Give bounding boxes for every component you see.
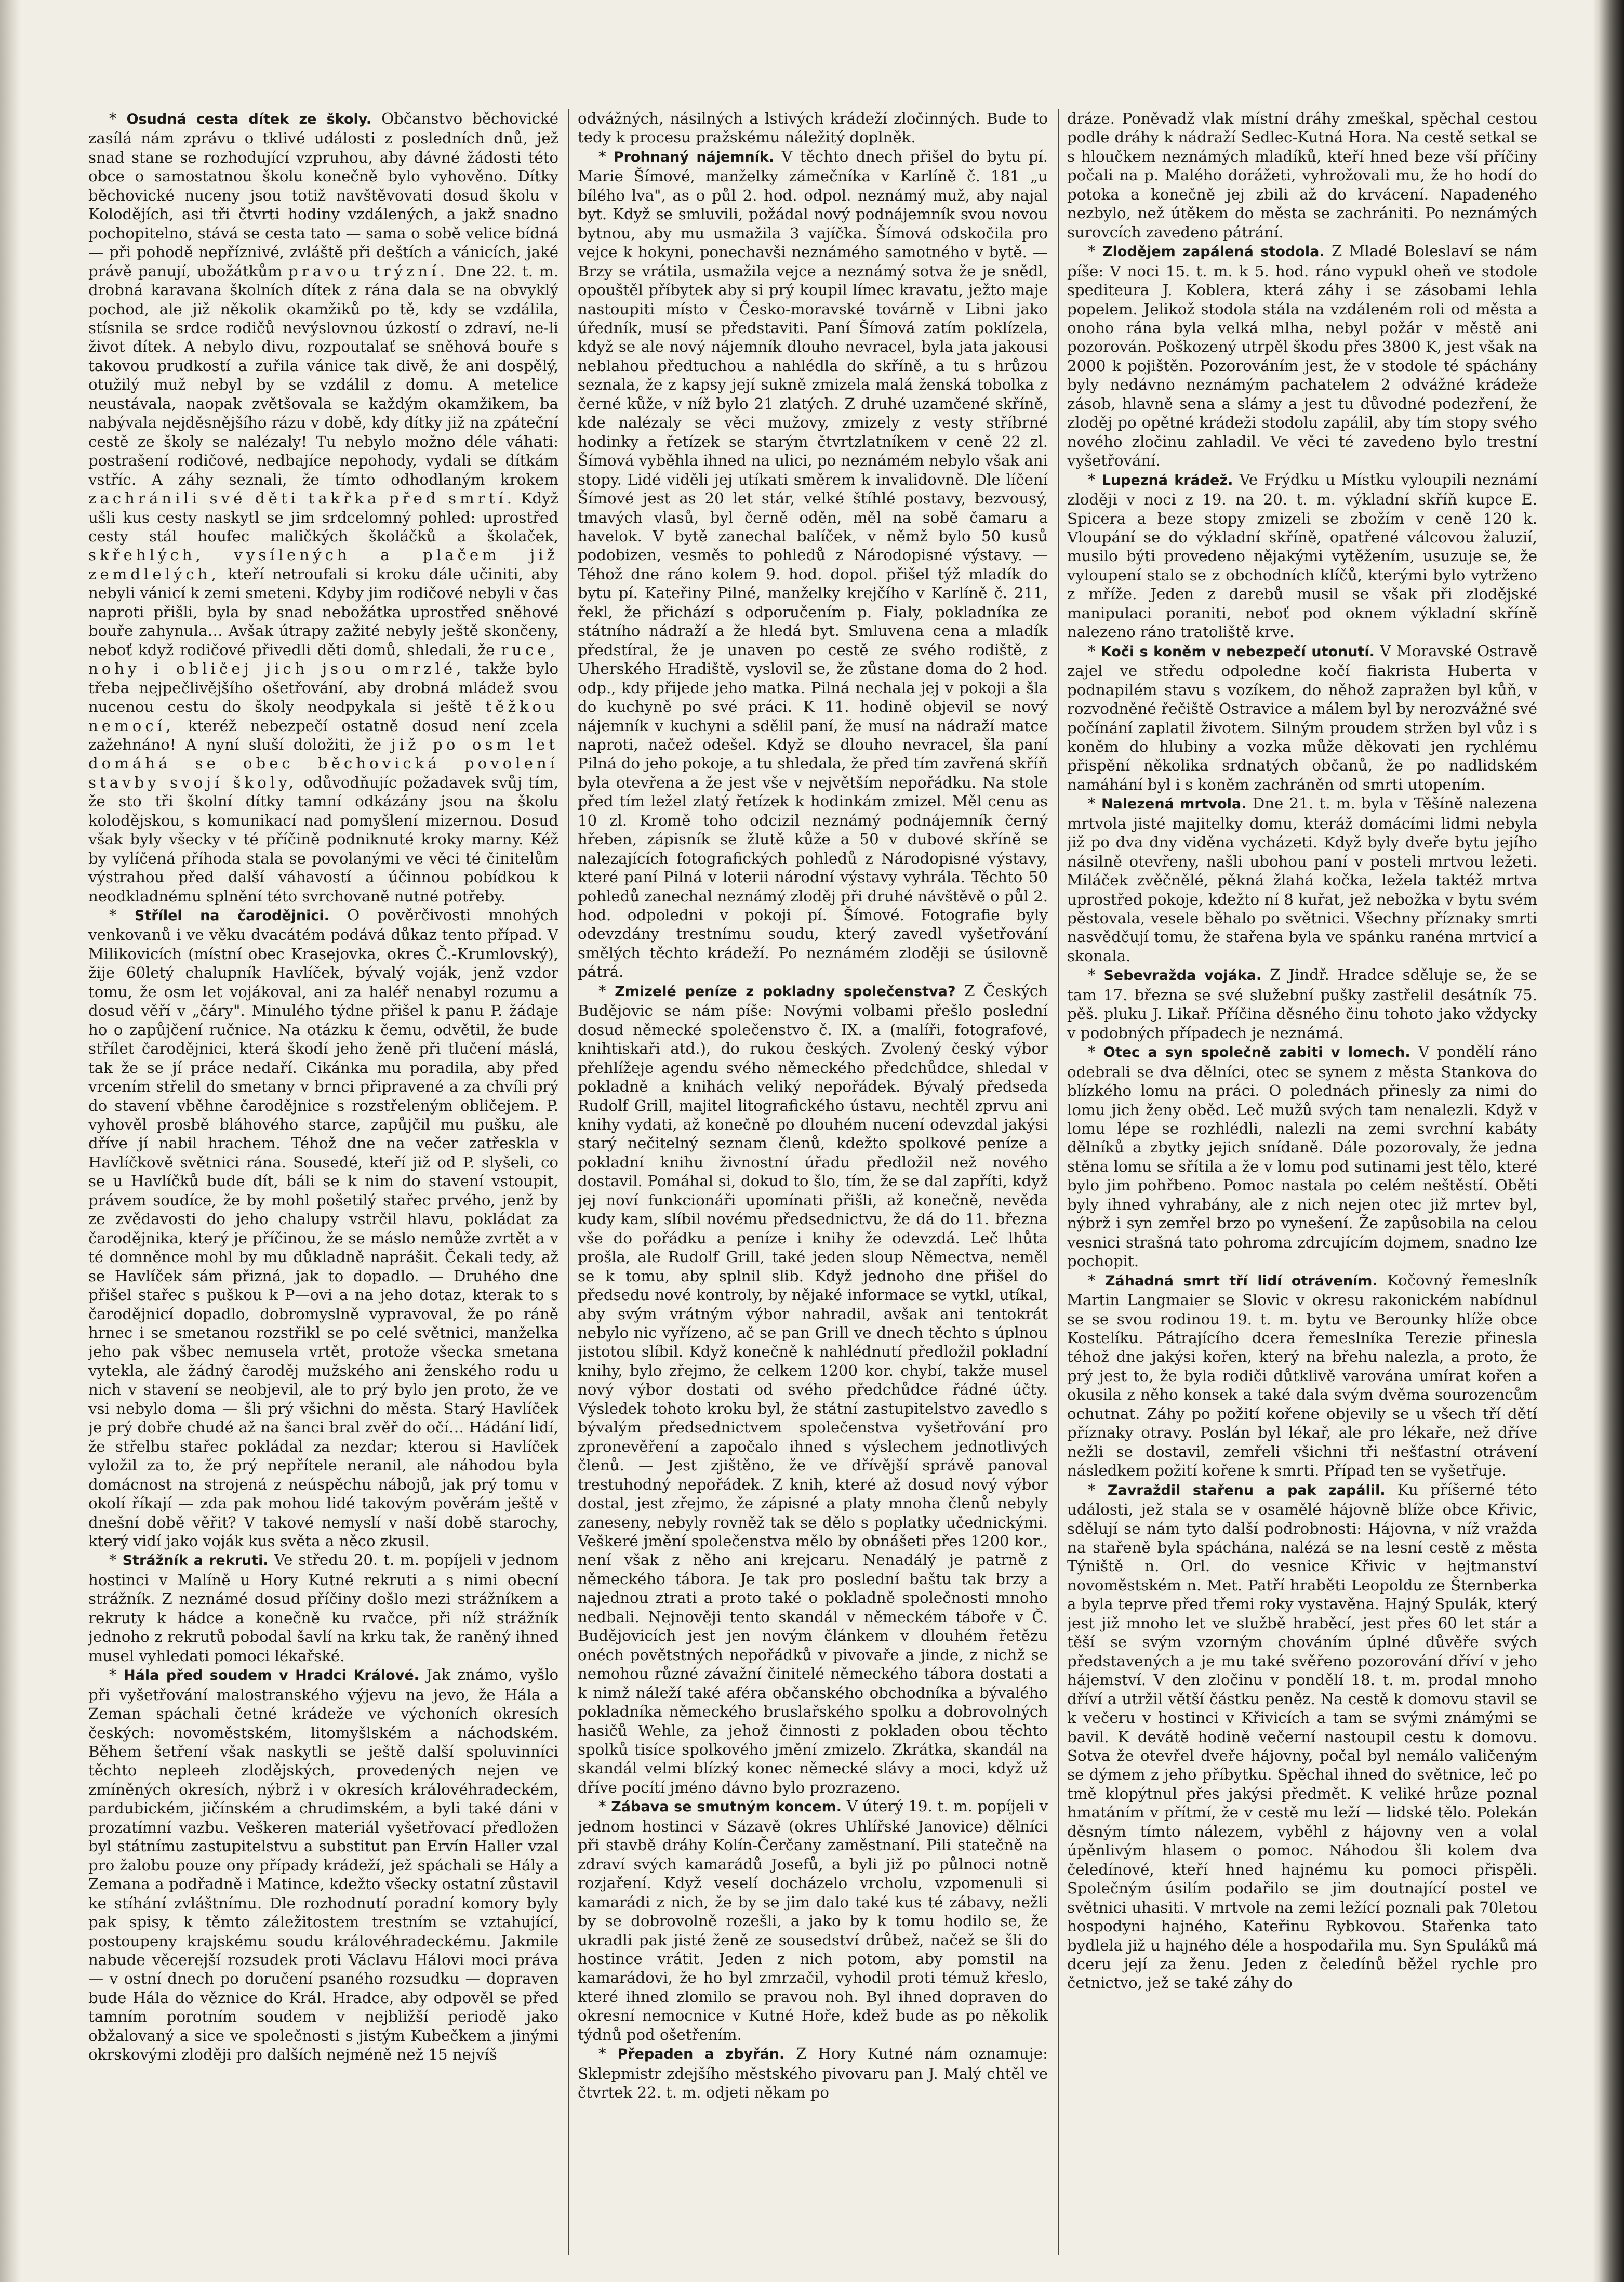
article-title: Zavraždil stařenu a pak zapálil.: [1107, 1482, 1386, 1498]
article-title: Strážník a rekruti.: [122, 1553, 269, 1569]
scan-edge-left: [0, 0, 21, 2282]
article-title: Přepaden a zbyřán.: [617, 2046, 785, 2063]
article-columns: [88, 109, 1543, 2271]
article-assault: * Přepaden a zbyřán. Z Hory Kutné nám oznamuje: Sklepmistr zdejšího městského pivovaru pan J. Malý chtěl ve čtvrtek 22. t. m. odjeti někam po: [578, 2045, 1048, 2102]
column-3: [1067, 109, 1537, 2271]
article-title: Sebevražda vojáka.: [1103, 967, 1262, 984]
article-school-trip: * Osudná cesta dítek ze školy. Občanstvo běchovické zasílá nám zprávu o tklivé události z posledních dnů, jež snad stane se rozhodující vzpruhou, aby dávné žádosti této obce o samostatnou školu konečně bylo vyhověno. Dítky běchovické nuceny jsou totiž navštěvovati dosud školu v Kolodějích, asi tři čtvrti hodiny vzdálených, a jakž snadno pochopitelno, stává se cesta tato — sama o sobě velice bídná — při pohodě nepříznivé, zvláště při deštích a vánicích, jaké právě panují, ubožátkům pravou trýzní. Dne 22. t. m. drobná karavana školních dítek z rána dala se na obvyklý pochod, ale již několik okamžiků po tě, kdy se vzdálila, stísnila se srdce rodičů nevýslovnou úzkostí o zdraví, ne-li život dítek. A nebylo divu, rozpoutalať se sněhová bouře s takovou prudkostí a zuřila vánice tak divě, že ani dospělý, otužilý muž nebyl by se vzdálil z domu. A metelice neustávala, naopak zvětšovala se každým okamžikem, ba nabývala nejděsnějšího rázu v době, kdy dítky již na zpáteční cestě ze školy se nalézaly! Tu nebylo možno déle váhati: postrašení rodičové, nedbajíce nepohody, vydali se dítkám vstříc. A záhy seznali, že tímto odhodlaným krokem zachránili své děti takřka před smrtí. Když ušli kus cesty naskytl se jim srdcelomný pohled: uprostřed cesty stál houfec maličkých školáčků a školaček, skřehlých, vysílených a plačem již zemdlelých, kteří netroufali si kroku dále učiniti, aby nebyli vánicí k zemi smeteni. Kdyby jim rodičové nebyli v čas naproti přišli, byla by snad nebožátka uprostřed sněhové bouře zahynula… Avšak útrapy zažité nebyly ještě skončeny, neboť když rodičové přivedli děti domů, shledali, že ruce, nohy i obličej jich jsou omrzlé, takže bylo třeba nejpečlivějšího ošetřování, aby drobná mládež svou nucenou cestu do školy neodpykala si ještě těžkou nemocí, kteréž nebezpečí ostatně dosud není zcela zažehnáno! A nyní sluší doložiti, že již po osm let domáhá se obec běchovická povolení stavby svojí školy, odůvodňujíc požadavek svůj tím, že sto tři školní dítky tamní odkázány jsou na školu kolodějskou, s komunikací nad pomyšlení mizernou. Dosud však byly všecky v té příčině podniknuté kroky marny. Kéž by vylíčená příhoda stala se povolanými ve věci té činitelům výstrahou před další váhavostí a účinnou pobídkou k neodkladnému splnění této svrchovaně nutné potřeby.: [88, 110, 558, 905]
article-hala-trial: * Hála před soudem v Hradci Králové. Jak známo, vyšlo při vyšetřování malostranského výjevu na jevo, že Hála a Zeman spáchali četné krádeže ve výchoních okresích českých: novoměstském, litomyšlském a náchodském. Během šetření však naskytli se ještě další spoluvinníci těchto nepleeh zlodějských, provedených nejen ve zmíněných okresích, nýbrž i v okresích královéhradeckém, pardubickém, jičínském a chrudimském, a byli také dáni v prozatímní vazbu. Veškeren materiál vyšetřovací předložen byl státnímu zastupitelstvu a substitut pan Ervín Haller vzal pro žalobu pouze ony případy krádeží, jež spáchali se Hály a Zemana a podřadně i Matince, kdežto všecky ostatní zůstavil ke stíhání zvláštnímu. Dle rozhodnutí poradní komory byly pak spisy, k těmto záležitostem trestním se vztahující, postoupeny krajskému soudu královéhradeckému. Jakmile nabude věcerejší rozsudek proti Václavu Hálovi moci práva — v ostní dnech po doručení psaného rozsudku — dopraven bude Hála do věznice do Král. Hradce, aby odpověl se před tamním porotním soudem v nejbližší periodě jako obžalovaný a sice ve společnosti s jistým Kubečkem a jinými okrskovými zloději pro dalších nejméně než 15 nejvíš: [88, 1666, 558, 2064]
article-title: Osudná cesta dítek ze školy.: [126, 111, 372, 127]
article-title: Hála před soudem v Hradci Králové.: [124, 1667, 419, 1684]
article-coachman: * Koči s koněm v nebezpečí utonutí. V Moravské Ostravě zajel ve středu odpoledne kočí fiakrista Huberta v podnapilém stavu s vozíkem, do něhož zapražen byl kůň, v rozvodněné řečiště Ostravice a málem byl by nerozvážné své počínání zaplatil životem. Silným proudem stržen byl vůz i s koněm do hlubiny a vozka může děkovati jen rychlému přispění několika srdnatých občanů, že po nadlidském namáhání byl i s koněm zachráněn od smrti utopením.: [1067, 642, 1537, 793]
article-soldier-suicide: * Sebevražda vojáka. Z Jindř. Hradce sděluje se, že se tam 17. března se své služební pušky zastřelil desátník 75. pěš. pluku J. Likař. Příčina děsného činu tohoto jako vždycky v podobných případech je neznámá.: [1067, 966, 1537, 1042]
column-2: [578, 109, 1048, 2271]
scan-edge-right: [1593, 0, 1624, 2282]
article-sad-party: * Zábava se smutným koncem. V úterý 19. t. m. popíjeli v jednom hostinci v Sázavě (okres Uhlířské Janovice) dělníci při stavbě dráhy Kolín-Čerčany zaměstnaní. Pili statečně na zdraví svých kamarádů Josefů, a byli již po půlnoci notně rozjaření. Když veselí docházelo vrcholu, vzpomenuli si kamarádi z nich, že by se jim dalo také kus té zábavy, nežli by se dobrovolně rozešli, a jako by k tomu hodilo se, že ukradli pak jisté ženě ze sousedství drůbež, načež se šli do hostince vrátit. Jeden z nich potom, aby pomstil na kamarádovi, že ho byl zmrzačil, vyhodil proti témuž křeslo, které ihned zlomilo se pravou noh. Byl ihned dopraven do okresní nemocnice v Kutné Hoře, kdež bude as po několik týdnů pod ošetřením.: [578, 1797, 1048, 2044]
article-title: Zmizelé peníze z pokladny společenstva?: [615, 983, 956, 1000]
article-title: Zábava se smutným koncem.: [611, 1799, 842, 1815]
article-title: Záhadná smrt tří lidí otrávením.: [1104, 1272, 1378, 1289]
article-witch-shooting: * Střílel na čarodějnici. O pověrčivosti mnohých venkovanů i ve věku dvacátém podává důkaz tento případ. V Milikovicích (místní obec Krasejovka, okres Č.-Krumlovský), žije 60letý chalupník Havlíček, bývalý voják, jenž vzdor tomu, že osm let vojákoval, ani za haléř nenabyl rozumu a dosud věří v „čáry". Minulého týdne přišel k panu P. žádaje ho o zapůjčení ručnice. Na otázku k čemu, odvětil, že bude střílet čarodějnici, která škodí jeho ženě při tlučení máslá, tak že se jí práce nedaří. Cikánka mu poradila, aby před vrcením střelil do smetany v brnci připravené a za chvíli prý do stavení vběhne čarodějnice s rozstřeleným obličejem. P. vyhověl prosbě bláhového starce, zapůjčil mu pušku, ale dříve jí nabil hrachem. Téhož dne na večer zatřeskla v Havlíčkově světnici rána. Sousedé, kteří již od P. slyšeli, co se u Havlíčků bude dít, báli se k nim do stavení vstoupit, právem soudíce, že by mohl pošetilý stařec prvého, jenž by ze zvědavosti do jeho chalupy vstrčil hlavu, pokládat za čarodějnika, který je příčinou, že se máslo nemůže zvrtět a v té domněnce mohl by mu důkladně naprášit. Čekali tedy, až se Havlíček sám přizná, jak to dopadlo. — Druhého dne přišel stařec s puškou k P—ovi a na jeho dotaz, kterak to s čarodějnicí dopadlo, dobromyslně vypravoval, že po ráně hrnec i se smetanou rozstřikl se po celé světnici, manželka jeho pak všbec nemusela vrtět, protože všecka smetana vytekla, ale žádný čaroděj mužského ani ženského rodu u nich v stavení se neobjevil, ale to prý bylo jen proto, že ve vsi nebylo doma — šli prý všichni do města. Starý Havlíček je prý dobře chudé až na šanci bral zvěř do očí… Hádání lidí, že střelbu stařec pokládal za nezdar; kterou si Havlíček vyložil za to, že prý nepřítele neranil, ale náhodou byla domácnost na strojená z neúspěchu nábojů, jak prý tomu v okolí říkají — zda pak mohou lidé takovým pověrám ještě v dnešní době věřit? V takové nemyslí v naší době starochy, který vidí jako voják kus světa a něco zkusil.: [88, 906, 558, 1550]
article-found-body: * Nalezená mrtvola. Dne 21. t. m. byla v Těšíně nalezena mrtvola jisté majitelky domu, kteráž domácími lidmi nebyla již po dva dny viděna vycházeti. Když byly dveře bytu jejího násilně otevřeny, našli ubohou paní v posteli mrtvou ležeti. Miláček zvěčnělé, pěkná žlahá kočka, ležela taktéž mrtva uprostřed pokoje, kdežto ní 8 kuřat, jež nebožka v bytu svém pěstovala, vesele běhalo po světnici. Všechny příznaky smrti nasvědčují tomu, že stařena byla ve spánku ranéna mrtvicí a skonala.: [1067, 794, 1537, 965]
article-title: Otec a syn společně zabiti v lomech.: [1103, 1044, 1410, 1061]
article-title: Střílel na čarodějnici.: [134, 908, 329, 924]
article-title: Zlodějem zapálená stodola.: [1102, 244, 1325, 260]
article-title: Nalezená mrtvola.: [1101, 796, 1247, 813]
article-title: Koči s koněm v nebezpečí utonutí.: [1100, 643, 1375, 660]
article-burglary: * Lupezná krádež. Ve Frýdku u Místku vyloupili neznámí zloději v noci z 19. na 20. t. m. výkladní skříň kupce E. Spicera a beze stopy zmizeli se zbožím v ceně 120 k. Vloupání se do výkladní skříně, opatřené válcovou žaluzií, musilo býti provedeno nějakými vytěžením, usuzuje se, že vyloupení stalo se z obchodních klíčů, kterými bylo vytrženo z mříže. Jeden z darebů musil se však při zlodějské manipulaci poraniti, neboť pod oknem výkladní skříně nalezeno ráno tratoliště krve.: [1067, 470, 1537, 641]
article-title: Prohnaný nájemník.: [613, 149, 775, 165]
article-quarry: * Otec a syn společně zabiti v lomech. V pondělí ráno odebrali se dva dělníci, otec se synem z města Stankova do blízkého lomu na práci. O polednách přinesly za nimi do lomu jich ženy oběd. Leč mužů svých tam nenalezli. Když v lomu lépe se rozhlédli, nalezli na zemi svrchní kabáty dělníků a zbytky jejich snídaně. Dále pozorovaly, že jedna stěna lomu se sřítila a že v lomu pod sutinami jest tělo, které bylo jim pohřbeno. Pomoc nastala po celém neštěstí. Oběti byly ihned vyhrabány, ale z nich nejen otec již mrtev byl, nýbrž i syn zemřel brzo po vynešení. Že zapůsobila na celou vesnici strašná tato pohroma zdrcujícím dojmem, snadno lze pochopit.: [1067, 1043, 1537, 1270]
article-sly-lodger: * Prohnaný nájemník. V těchto dnech přišel do bytu pí. Marie Šímové, manželky zámečníka v Karlíně č. 181 „u bílého lva", as o půl 2. hod. odpol. neznámý muž, aby najal byt. Když se smluvili, požádal nový podnájemník svou novou bytnou, aby mu usmažila 3 vajíčka. Šímová odskočila pro vejce k hokyni, ponechavši neznámého samotného v bytě. — Brzy se vrátila, usmažila vejce a neznámý sotva že je snědl, opouštěl příbytek aby si prý koupil límec kravatu, ježto maje nastoupiti místo v Česko-moravské továrně v Libni jako úředník, musí se představiti. Paní Šímová zatím poklízela, když se ale nový nájemník dlouho nevracel, byla jata jakousi neblahou předtuchou a nahlédla do skříně, a tu s hrůzou seznala, že z kapsy její sukně zmizela malá ženská tobolka z černé kůže, v níž bylo 21 zlatých. Z druhé uzamčené skříně, kde nalézaly se věci mužovy, zmizely z vesty stříbrné hodinky a řetízek se starým čtvrtzlatníkem v ceně 22 zl. Šímová vyběhla ihned na ulici, po neznámém nebylo však ani stopy. Lidé viděli jej utíkati směrem k invalidovně. Dle líčení Šímové jest as 20 let stár, velké štíhlé postavy, bezvousý, tmavých vlasů, byl černě oděn, měl na sobě čamaru a havelok. V bytě zanechal balíček, v němž bylo 50 kusů podobizen, vesměs to pohledů z Národopisné výstavy. — Téhož dne ráno kolem 9. hod. dopol. přišel týž mladík do bytu pí. Kateřiny Pilné, manželky krejčího v Karlíně č. 211, řekl, že přichází s odporučením p. Fialy, pokladníka ze státního nádraží a že hledá byt. Smluvena cena a mladík předstíral, že je unaven po cestě ze svého rodiště, z Uherského Hradiště, vyslovil se, že zůstane doma do 2 hod. odp., kdy přijede jeho matka. Pilná nechala jej v pokoji a šla do kuchyně po své práci. K 11. hodině objevil se nový nájemník v kuchyni a sdělil paní, že musí na nádraží matce naproti, načež odešel. Když se dlouho nevracel, šla paní Pilná do jeho pokoje, a tu shledala, že před tím zavřená skříň byla otevřena a že jest vše v největším nepořádku. Na stole před tím ležel zlatý řetízek k hodinkám zmizel. Měl cenu as 10 zl. Kromě toho odcizil neznámý podnájemník černý hřeben, zápisník se žlutě kůže a 50 v dubové skříně se nalezajících fotografických pohledů z Národopisné výstavy, které paní Pilná v loterii národní výstavy vyhrála. Těchto 50 pohledů zanechal neznámý zloděj při druhé návštěvě o půl 2. hod. odpoledni v pokoji pí. Šímové. Fotografie byly odevzdány trestnímu soudu, který zavedl vyšetřování smělých těchto krádeží. Po neznámém zloději se úsilovně pátrá.: [578, 147, 1048, 981]
article-barn-fire: * Zlodějem zapálená stodola. Z Mladé Boleslaví se nám píše: V noci 15. t. m. k 5. hod. ráno vypukl oheň ve stodole spediteura J. Koblera, která záhy i se zásobami lehla popelem. Jelikož stodola stála na vzdáleném roli od města a onoho rána byla velká mlha, nebyl požár v městě ani pozorován. Poškozený utrpěl škodu přes 3800 K, jest však na 2000 k pojištěn. Pozorováním jest, že v stodole té spáchány byly nedávno neznámým pachatelem 2 odvážné krádeže zásob, hlavně sena a slámy a jest tu důvodné podezření, že zloděj po opětné krádeži stodolu zapálil, aby tím stopy svého nového zločinu zahladil. Ve věci té zavedeno bylo trestní vyšetřování.: [1067, 242, 1537, 470]
article-constable-recruits: * Strážník a rekruti. Ve středu 20. t. m. popíjeli v jednom hostinci v Malíně u Hory Kutné rekruti a s nimi obecní strážník. Z neznámé dosud příčiny došlo mezi strážníkem a rekruty k hádce a konečně ku rvačce, při níž strážník jednoho z rekrutů pobodal šavlí na krku tak, že raněný ihned musel vyhledati pomoci lékařské.: [88, 1551, 558, 1665]
article-continuation: dráze. Poněvadž vlak místní dráhy zmeškal, spěchal cestou podle dráhy k nádraží Sedlec-Kutná Hora. Na cestě setkal se s hloučkem neznámých mladíků, kteří hned beze vší příčiny počali na p. Malého dorážeti, vyhrožovali mu, že ho hodí do potoka a konečně jej zbili až do krvácení. Napadeného nezbylo, než útěkem do města se zachrániti. Po neznámých surovcích zavedeno pátrání.: [1067, 110, 1537, 241]
article-title: Lupezná krádež.: [1101, 472, 1233, 488]
article-continuation: odvážných, násilných a lstivých krádeží zločinných. Bude to tedy k procesu pražskému náležitý doplněk.: [578, 110, 1048, 147]
article-missing-funds: * Zmizelé peníze z pokladny společenstva? Z Českých Budějovic se nám píše: Novými volbami přešlo poslední dosud německé společenstvo č. IX. a (malíři, fotografové, knihtiskaři atd.), do rukou českých. Zvolený český výbor přehlížeje agendu svého německého předchůdce, shledal v pokladně a knihách veliký nepořádek. Bývalý předseda Rudolf Grill, majitel litografického ústavu, nechtěl zprvu ani knihy vydati, až konečně po dlouhém nucení odevzdal jakýsi starý nečitelný seznam členů, kdežto spolkové peníze a pokladní knihu živnostní úřadu předložil než nového dostavil. Pomáhal si, dokud to šlo, tím, že se dal zapříti, když jej noví funkcionáři upomínati přišli, až konečně, nevěda kudy kam, slíbil novému předsednictvu, že dá do 11. března vše do pořádku a peníze i knihy že odevzdá. Leč lhůta prošla, ale Rudolf Grill, také jeden sloup Němectva, neměl se k tomu, aby splnil slib. Když jednoho dne přišel do předsedu nové kontroly, by nějaké informace se vytkl, utíkal, aby svým vrátným výbor nahradil, avšak ani tentokrát nebylo nic vyřízeno, ač se pan Grill ve dnech těchto s úplnou jistotou slíbil. Když konečně k nahlédnutí předložil pokladní knihy, bylo zřejmo, že celkem 1200 kor. chybí, takže musel nový výbor dostati od svého předchůdce řádné účty. Výsledek tohoto kroku byl, že státní zastupitelstvo zavedlo s bývalým předsednictvem společenstva vyšetřování pro zpronevěření a započalo ihned s výslechem jednotlivých členů. — Jest zjištěno, že ve dřívější správě panoval trestuhodný nepořádek. Z knih, které až dosud nový výbor dostal, jest zřejmo, že zápisné a platy mnoha členů nebyly zaneseny, nebyly rovněž tak se dělo s poplatky učednickými. Veškeré jmění společenstva mělo by obnášeti přes 1200 kor., není však z něho ani krejcaru. Nenadálý je patrně z německého tábora. Je tak pro poslední baštu tak brzy a najednou ztrati a proto také o pokladně společnosti mnoho nedbali. Nejnověji tento skandál v německém táboře v Č. Budějovicích jest jen novým článkem v dlouhém řetězu onéch povětstných nepořádků v pivovaře a jinde, z nichž se nemohou různé závažní činitelé německého tábora dostati a k nimž náleží také aféra občanského obchodníka a bývalého pokladníka německého bruslařského spolku a dobrovolných hasičů Wehle, za jehož činnosti z pokladen obou těchto spolků tisíce spolkového jmění zmizelo. Zkrátka, skandál na skandál velmi blízký konec německé slávy a moci, když už dříve pocítí jméno dávno bylo prozrazeno.: [578, 981, 1048, 1796]
column-1: [88, 109, 558, 2271]
article-poisoning: * Záhadná smrt tří lidí otrávením. Kočovný řemeslník Martin Langmaier se Slovic v okresu rakonickém nabídnul se se svou rodinou 19. t. m. bytu ve Berounky hlíže obce Kostelíku. Pátrajícího dcera řemeslníka Terezie přinesla téhož dne jakýsi kořen, který na břehu nalezla, a proto, že prý jest to, že byla rodiči důtklivě varována umírat kořen a okusila z něho konsek a také dala svým dvěma sourozencům ochutnat. Záhy po požití kořene objevily se u všech tří dětí příznaky otravy. Poslán byl lékař, ale pro lékaře, než dříve nežli se dostavil, zemřeli všichni tři nešťastní otrávení následkem požití kořene k smrti. Případ ten se vyšetřuje.: [1067, 1271, 1537, 1480]
article-murder-arson: * Zavraždil stařenu a pak zapálil. Ku příšerné této události, jež stala se v osamělé hájovně blíže obce Křivic, sdělují se nám tyto další podrobnosti: Hájovna, v níž vražda na stařeně byla spáchána, nalézá se na lesní cestě z města Týniště n. Orl. do vesnice Křivic v hejtmanství novoměstském n. Met. Patří hraběti Leopoldu ze Šternberka a byla teprve před třemi roky vystavěna. Hajný Spulák, který jest již mnoho let ve službě hraběcí, jest přes 60 let stár a těší se svým vzorným chováním úplné důvěře svých představených a je mu také svěřeno pozorování dříví v jeho hájemství. V den zločinu v pondělí 18. t. m. prodal mnoho dříví a utržil větší částku peněz. Na cestě k domovu stavil se k večeru v hostinci v Křivicích a tam se svými známými se bavil. K devátě hodině večerní nastoupil cestu k domovu. Sotva že otevřel dveře hájovny, počal byl nemálo valičeným se dýmem z jeho příbytku. Spěchal ihned do světnice, leč po tmě klopýtnul přes jakýsi předmět. K veliké hrůze poznal hmatáním v přítmí, že v cestě mu leží — lidské tělo. Polekán děsným tímto nálezem, vyběhl z hájovny ven a volal úpěnlivým hlasem o pomoc. Náhodou šli kolem dva čeledínové, kteří hned hajnému ku pomoci přispěli. Společným úsilím podařilo se jim doutnající postel ve světnici uhasiti. V mrtvole na zemi ležící poznali pak 70letou hospodyni hajného, Kateřinu Rybkovou. Stařenka tato bydlela již u hajného déle a hospodařila mu. Syn Spuláků má dceru její za ženu. Jeden z čeledínů běžel rychle pro četnictvo, jež se také záhy do: [1067, 1480, 1537, 1992]
